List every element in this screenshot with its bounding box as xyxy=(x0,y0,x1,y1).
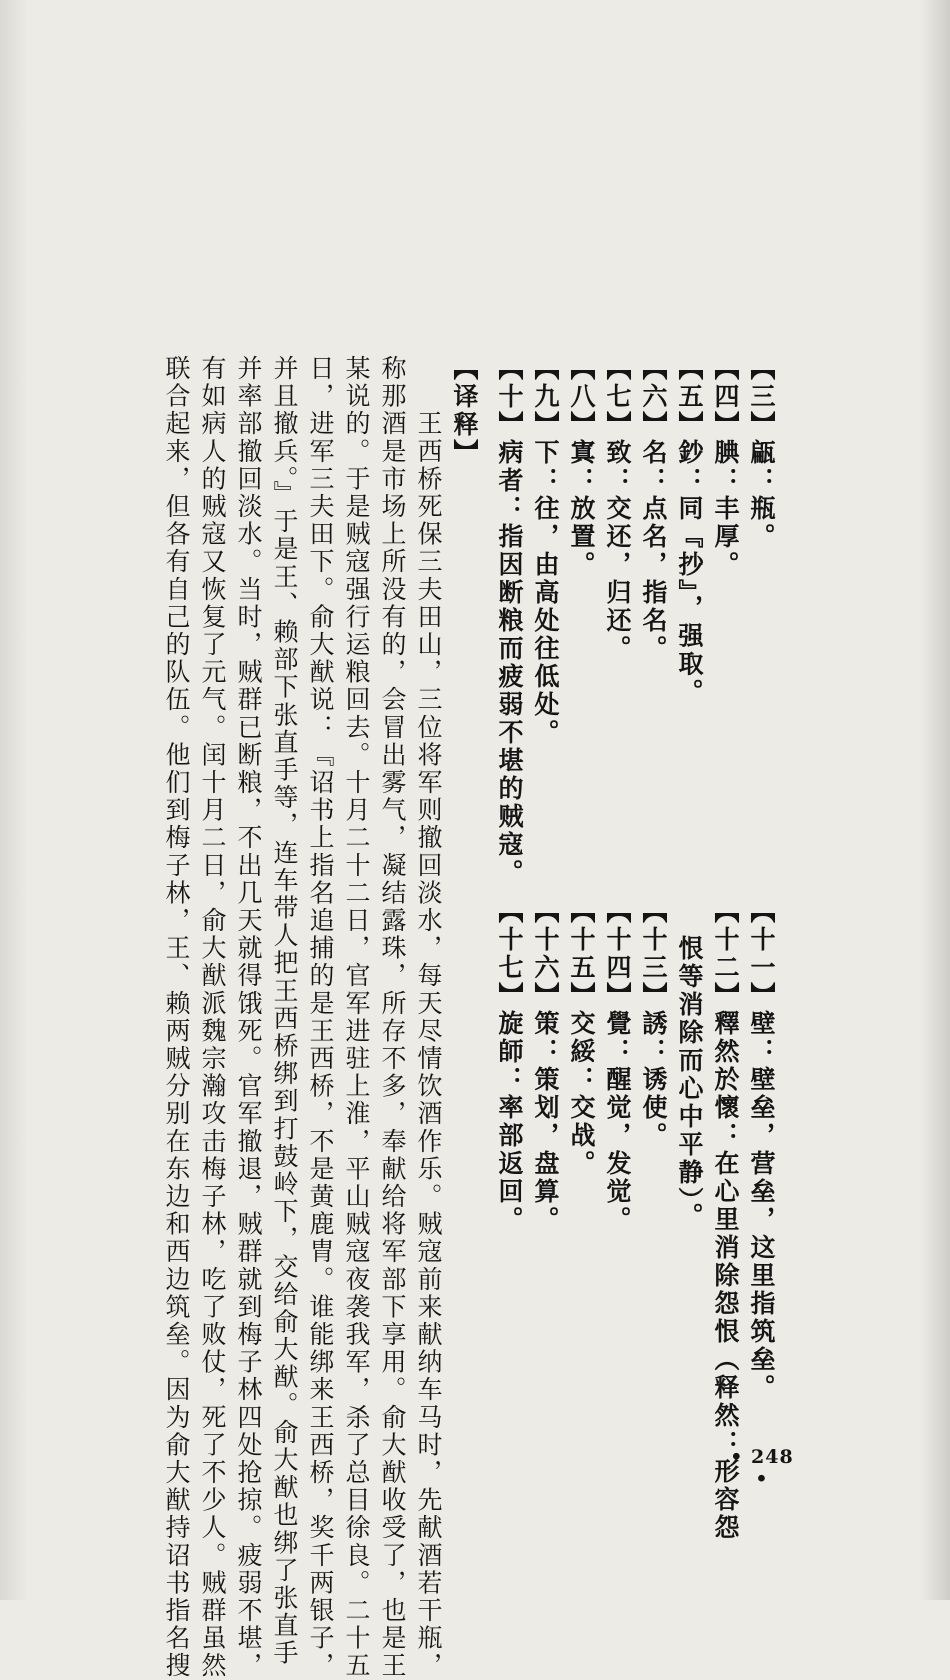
note-16: 【十六】策：策划，盘算。 xyxy=(531,898,560,1234)
note-10: 【十】病者：指因断粮而疲弱不堪的贼寇。 xyxy=(495,355,524,887)
note-4: 【四】腆：丰厚。 xyxy=(711,355,740,579)
translation-line-1: 王西桥死保三夫田山，三位将军则撤回淡水，每天尽情饮酒作乐。贼寇前来献纳车马时，先献酒若干瓶， xyxy=(414,355,443,1680)
translation-line-4: 日，进军三夫田下。俞大猷说：『诏书上指名追捕的是王西桥，不是黄鹿胄。谁能绑来王西桥，奖千两银子， xyxy=(306,355,335,1680)
note-12-continued: 恨等消除而心中平静）。 xyxy=(675,935,704,1231)
note-15: 【十五】交綏：交战。 xyxy=(567,898,596,1178)
note-7: 【七】致：交还，归还。 xyxy=(603,355,632,663)
note-6: 【六】名：点名，指名。 xyxy=(639,355,668,663)
translation-line-7: 有如病人的贼寇又恢复了元气。闰十月二日，俞大猷派魏宗瀚攻击梅子林，吃了败仗，死了不少人。贼群虽然 xyxy=(198,355,227,1680)
note-13: 【十三】誘：诱使。 xyxy=(639,898,668,1150)
translation-line-5: 并且撤兵。』于是王、赖部下张直手等，连车带人把王西桥绑到打鼓岭下，交给俞大猷。俞大猷也绑了张直手 xyxy=(270,355,299,1668)
translation-line-2: 称那酒是市场上所没有的，会冒出雾气，凝结露珠，所存不多，奉献给将军部下享用。俞大猷收受了，也是王 xyxy=(378,355,407,1680)
note-3: 【三】甂：瓶。 xyxy=(747,355,776,551)
note-8: 【八】寘：放置。 xyxy=(567,355,596,579)
note-14: 【十四】覺：醒觉，发觉。 xyxy=(603,898,632,1234)
note-12: 【十二】釋然於懷：在心里消除怨恨（释然：形容怨 xyxy=(711,898,740,1542)
note-17: 【十七】旋師：率部返回。 xyxy=(495,898,524,1234)
translation-line-3: 某说的。于是贼寇强行运粮回去。十月二十二日，官军进驻上淮，平山贼寇夜袭我军，杀了总目徐良。二十五 xyxy=(342,355,371,1680)
section-heading-translation: 【译释】 xyxy=(450,355,479,467)
note-11: 【十一】壁：壁垒，营垒，这里指筑垒。 xyxy=(747,898,776,1402)
page-number: • 248 • xyxy=(730,1446,794,1490)
note-9: 【九】下：往，由高处往低处。 xyxy=(531,355,560,747)
translation-line-8: 联合起来，但各有自己的队伍。他们到梅子林，王、赖两贼分别在东边和西边筑垒。因为俞大猷持诏书指名搜 xyxy=(162,355,191,1680)
note-5: 【五】鈔：同『抄』，强取。 xyxy=(675,355,704,707)
translation-line-6: 并率部撤回淡水。当时，贼群已断粮，不出几天就得饿死。官军撤退，贼群就到梅子林四处抢掠。疲弱不堪， xyxy=(234,355,263,1680)
